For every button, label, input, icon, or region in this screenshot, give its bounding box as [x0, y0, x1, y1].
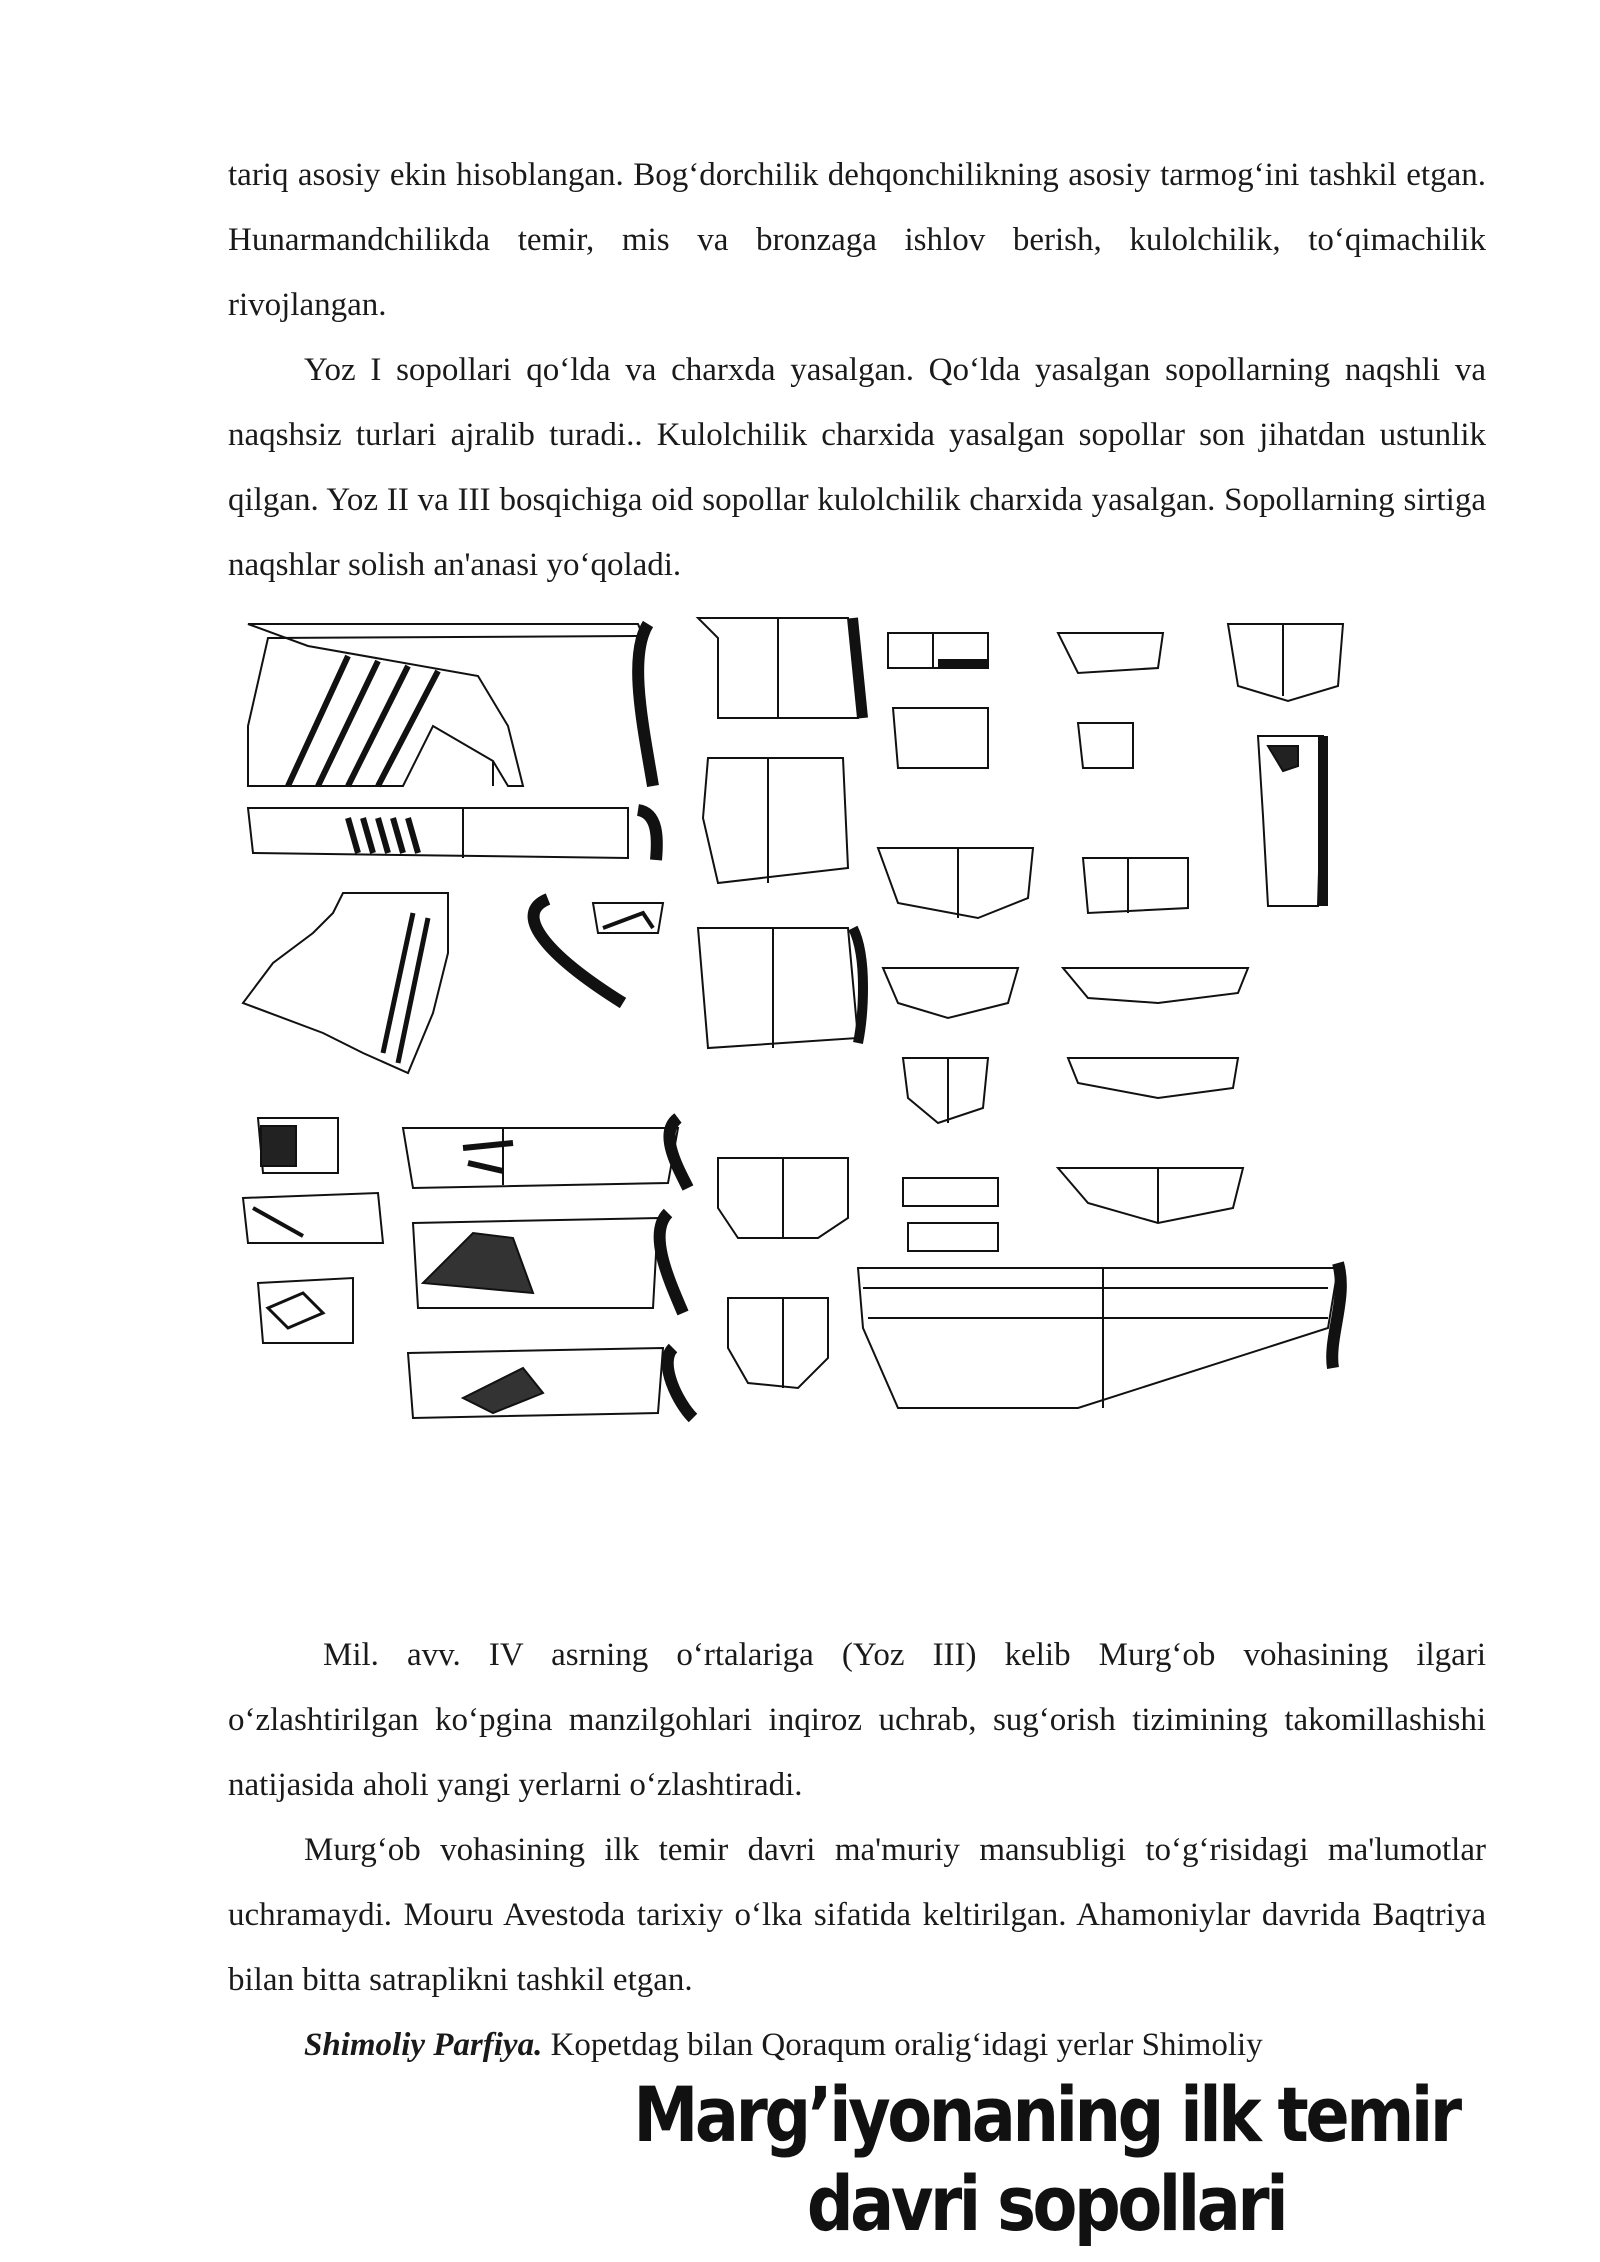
paragraph-agriculture: tariq asosiy ekin hisoblangan. Bog‘dorchilik dehqonchilikning asosiy tarmog‘ini tashkil etgan. Hunarmandchilikda temir, mis va bronzaga ishlov berish, kulolchilik, to‘qimachilik rivojlangan.: [228, 157, 1486, 323]
vessels-far-right: [1228, 624, 1343, 906]
bowls-center-right: [878, 633, 1033, 1251]
decorated-jug-fragment: [243, 893, 663, 1073]
paragraph-northern-parthia-text: Kopetdag bilan Qoraqum oralig‘idagi yerlar Shimoliy: [542, 2027, 1263, 2063]
figure-caption: Marg’iyonaning ilk temir davri sopollari: [633, 2070, 1459, 2248]
large-flat-dish: [858, 1263, 1341, 1408]
paragraph-yoz-pottery: Yoz I sopollari qo‘lda va charxda yasalgan. Qo‘lda yasalgan sopollarning naqshli va naqshsiz turlari ajralib turadi.. Kulolchilik charxida yasalgan sopollar son jihatdan ustunlik qilgan. Yoz II va III bosqichiga oid sopollar kulolchilik charxida yasalgan. Sopollarning sirtiga naqshlar solish an'anasi yo‘qoladi.: [228, 352, 1486, 583]
paragraph-murgob-settlements: Mil. avv. IV asrning o‘rtalariga (Yoz III) kelib Murg‘ob vohasining ilgari o‘zlashtirilgan ko‘pgina manzilgohlari inqiroz uchrab, sug‘orish tizimining takomillashishi natijasida aholi yangi yerlarni o‘zlashtiradi.: [228, 1637, 1486, 1803]
tall-vessels-center: [698, 618, 863, 1388]
decorated-vessel-large: [248, 624, 653, 786]
paragraph-murgob-administration: Murg‘ob vohasining ilk temir davri ma'muriy mansubligi to‘g‘risidagi ma'lumotlar uchramaydi. Mouru Avestoda tarixiy o‘lka sifatida keltirilgan. Ahamoniylar davrida Baqtriya bilan bitta satraplikni tashkil etgan.: [228, 1832, 1486, 1998]
pottery-drawings: [228, 608, 1408, 1458]
rim-fragments-center-left: [403, 1118, 693, 1418]
paragraph-northern-parthia: [228, 2013, 1486, 2078]
section-lead-northern-parthia: Shimoliy Parfiya.: [304, 2027, 543, 2063]
small-fragments-left: [243, 1118, 383, 1343]
striped-rim-fragment: [248, 808, 657, 860]
bowls-right: [1058, 633, 1248, 1223]
